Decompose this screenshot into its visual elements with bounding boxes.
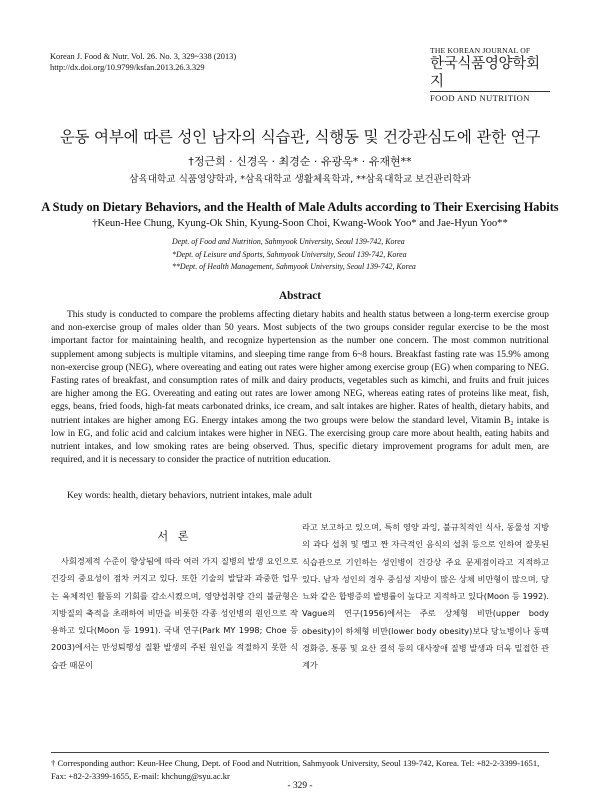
doi-link[interactable]: http://dx.doi.org/10.9799/ksfan.2013.26.3.329 (50, 63, 205, 72)
department-line: **Dept. of Health Management, Sahmyook University, Seoul 139-742, Korea (172, 262, 416, 272)
footnote-divider (51, 752, 549, 753)
corresponding-author-footnote: † Corresponding author: Keun-Hee Chung, Dept. of Food and Nutrition, Sahmyook University, Seoul 139-742, Korea. Tel: +82-2-3399-1651, Fax: +82-2-3399-1655, E-mail: khchung@syu.ac.kr (51, 758, 540, 781)
body-column-right: 라고 보고하고 있으며, 특히 영양 과잉, 불규칙적인 식사, 동물성 지방의 과다 섭취 및 맵고 짠 자극적인 음식의 섭취 등으로 인하여 잘못된 식습관으로 기인하는 성인병이 건강상 주요 문제점이라고 지적하고 있다. 남자 성인의 경우 중심성 지방이 많은 상체 비만형이 많으며, 당뇨와 같은 합병증의 발병률이 높다고 지적하고 있다(Moon 등 1992). Vague의 연구(1956)에서는 주로 상체형 비만(upper body obesity)이 하체형 비만(lower body obesity)보다 당뇨병이나 동맥경화증, 통풍 및 요산 결석 등의 대사장애 질병 발생과 더욱 밀접한 관계가 (302, 522, 549, 670)
section-heading-introduction: 서 론 (157, 530, 192, 543)
logo-bottom-text: FOOD AND NUTRITION (430, 91, 550, 103)
abstract-heading: Abstract (278, 290, 322, 302)
keywords: Key words: health, dietary behaviors, nutrient intakes, male adult (67, 491, 312, 501)
authors-english: †Keun-Hee Chung, Kyung-Ok Shin, Kyung-Soon Choi, Kwang-Wook Yoo* and Jae-Hyun Yoo** (92, 218, 508, 229)
affiliation-korean: 삼육대학교 식품영양학과, *삼육대학교 생활체육학과, **삼육대학교 보건관리학과 (129, 174, 471, 185)
department-line: *Dept. of Leisure and Sports, Sahmyook University, Seoul 139-742, Korea (172, 249, 407, 259)
paper-title-korean: 운동 여부에 따른 성인 남자의 식습관, 식행동 및 건강관심도에 관한 연구 (59, 128, 541, 146)
abstract-body: This study is conducted to compare the problems affecting dietary habits and health status between a long-term exercise group and non-exercise group of males older than 50 years. Most subjects of the two groups consider regular exercise to be the most important factor for maintaining health, and recognize hypertension as the number one concern. The most common nutritional supplement among subjects is multiple vitamins, and sleeping time range from 6~8 hours. Breakfast fasting rate was 15.9% among non-exercise group (NEG), where overeating and eating out rates were higher among exercise group (EG) when comparing to NEG. Fasting rates of breakfast, and consumption rates of milk and dairy products, vegetables such as kimchi, and fruits and fruit juices are higher among the EG. Overeating and eating out rates are lower among NEG, whereas eating rates of proteins like meat, fish, eggs, beans, fried foods, high-fat meats carbonated drinks, ice cream, and salt intakes are higher. Rates of health, dietary habits, and nutrient intakes are higher among EG. Energy intakes among the two groups were below the standard level, Vitamin B₂ intake is low in EG, and folic acid and calcium intakes were higher in NEG. The exercising group care more about health, eating habits and nutrient intakes, and low smoking rates are being observed. Thus, specific dietary improvement programs for adult men, are required, and it is necessary to consider the practice of nutrition education. (51, 310, 549, 466)
logo-top-text: THE KOREAN JOURNAL OF (430, 46, 531, 55)
logo-korean-text: 한국식품영양학회지 (430, 56, 540, 90)
paper-title-english: A Study on Dietary Behaviors, and the Health of Male Adults according to Their Exercising Habits (41, 200, 559, 214)
departments (172, 236, 416, 274)
authors-korean: †정근희 · 신경옥 · 최경순 · 유광욱* · 유재현** (188, 155, 412, 168)
journal-logo (430, 46, 550, 103)
page-number: - 329 - (287, 781, 313, 791)
journal-citation: Korean J. Food & Nutr. Vol. 26. No. 3, 329~338 (2013) (50, 52, 237, 61)
department-line: Dept. of Food and Nutrition, Sahmyook University, Seoul 139-742, Korea (172, 237, 405, 246)
journal-reference (50, 51, 236, 73)
body-column-left: 사회경제적 수준이 향상됨에 따라 여러 가지 질병의 발생 요인으로 건강의 중요성이 점차 커지고 있다. 또한 기술의 발달과 과중한 업무는 육체적인 활동의 기회를 감소시켰으며, 영양섭취량 간의 불균형은 지방질의 축적을 초래하여 비만을 비롯한 각종 성인병의 원인으로 작용하고 있다(Moon 등 1991). 국내 연구(Park MY 1998; Choe 등 2003)에서는 만성퇴행성 질환 발생의 주된 원인을 적절하지 못한 식습관 때문이 (51, 556, 298, 670)
